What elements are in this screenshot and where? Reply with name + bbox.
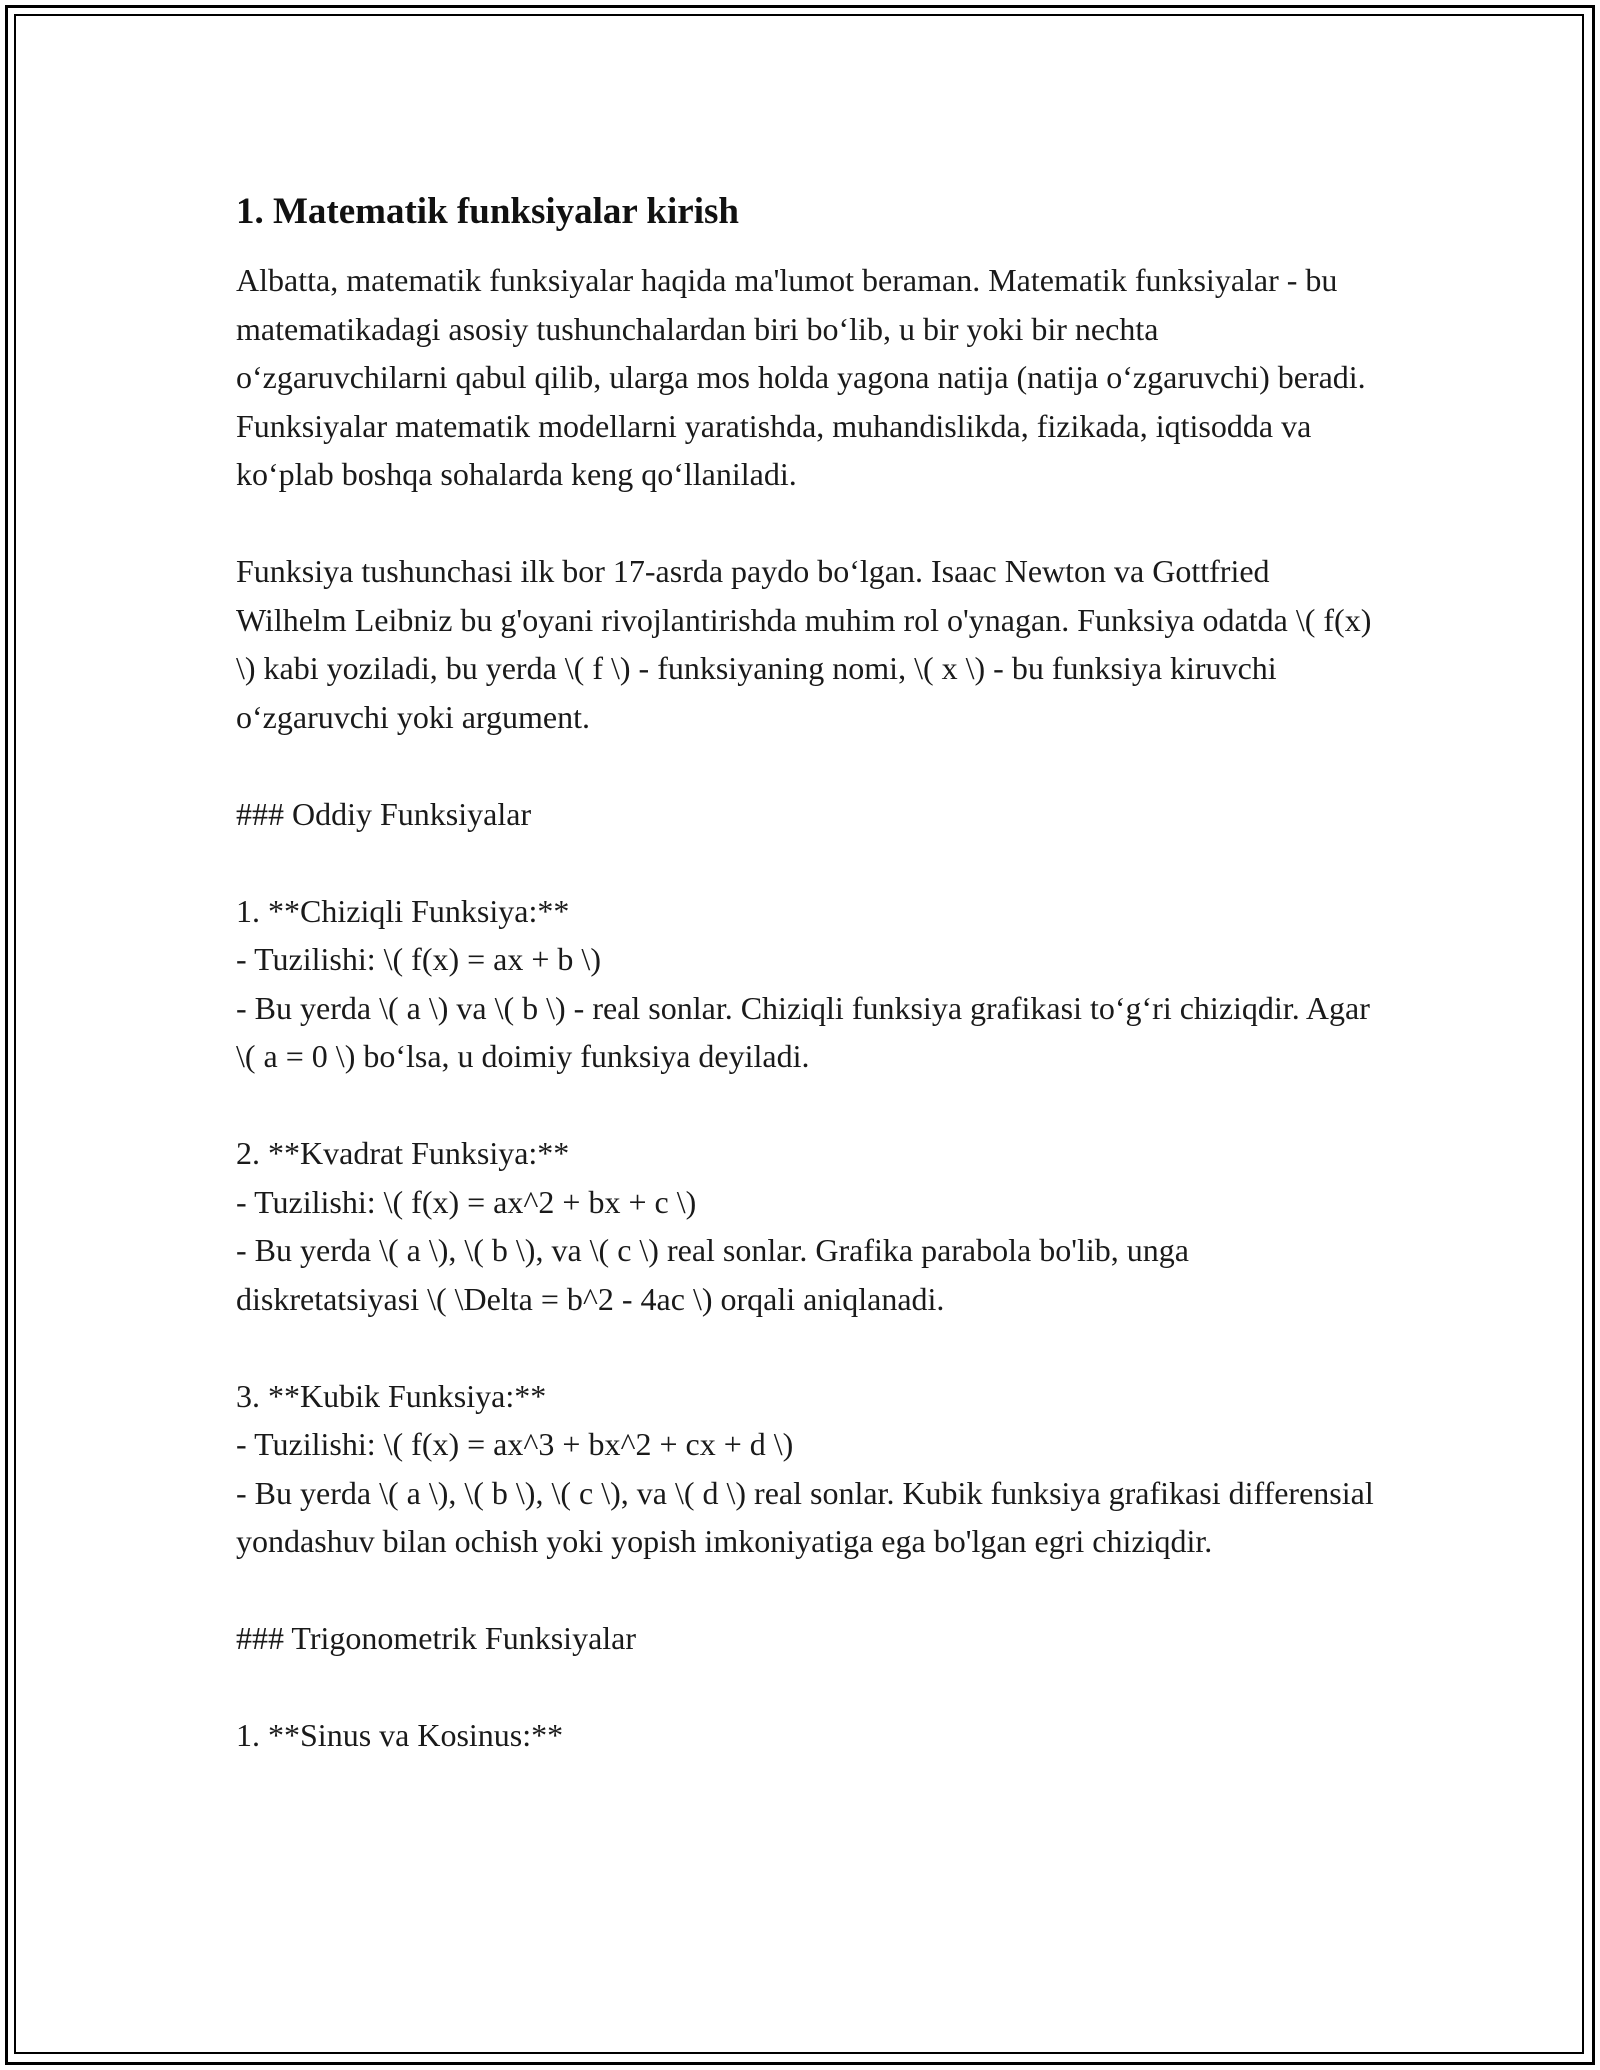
paragraph-spacer	[236, 741, 1376, 790]
paragraph-spacer	[236, 838, 1376, 887]
paragraph-spacer	[236, 1081, 1376, 1130]
document-body	[236, 182, 1376, 1760]
list-item-sine-cosine: 1. **Sinus va Kosinus:**	[236, 1717, 564, 1753]
paragraph-spacer	[236, 1663, 1376, 1712]
list-item-cubic-function: 3. **Kubik Funksiya:** - Tuzilishi: \( f(x) = ax^3 + bx^2 + cx + d \) - Bu yerda \( a \), \( b \), \( c \), va \( d \) real sonlar. Kubik funksiya grafikasi differensial yondashuv bilan ochish yoki yopish imkoniyatiga ega bo'lgan egri chiziqdir.	[236, 1377, 1374, 1559]
list-item-quadratic-function: 2. **Kvadrat Funksiya:** - Tuzilishi: \( f(x) = ax^2 + bx + c \) - Bu yerda \( a \), \( b \), va \( c \) real sonlar. Grafika parabola bo'lib, unga diskretatsiyasi \( \Delta = b^2 - 4ac \) orqali aniqlanadi.	[236, 1135, 1189, 1317]
paragraph-spacer	[236, 1566, 1376, 1615]
intro-paragraph: Albatta, matematik funksiyalar haqida ma'lumot beraman. Matematik funksiyalar - bu matematikadagi asosiy tushunchalardan biri boʻlib, u bir yoki bir nechta oʻzgaruvchilarni qabul qilib, ularga mos holda yagona natija (natija oʻzgaruvchi) beradi. Funksiyalar matematik modellarni yaratishda, muhandislikda, fizikada, iqtisodda va koʻplab boshqa sohalarda keng qoʻllaniladi.	[236, 262, 1366, 492]
subheading-simple-functions: ### Oddiy Funksiyalar	[236, 795, 532, 832]
paragraph-spacer	[236, 1323, 1376, 1372]
subheading-trigonometric-functions: ### Trigonometrik Funksiyalar	[236, 1620, 637, 1656]
history-paragraph: Funksiya tushunchasi ilk bor 17-asrda paydo boʻlgan. Isaac Newton va Gottfried Wilhelm Leibniz bu g'oyani rivojlantirishda muhim rol o'ynagan. Funksiya odatda \( f(x) \) kabi yoziladi, bu yerda \( f \) - funksiyaning nomi, \( x \) - bu funksiya kiruvchi oʻzgaruvchi yoki argument.	[236, 553, 1372, 735]
list-item-linear-function: 1. **Chiziqli Funksiya:** - Tuzilishi: \( f(x) = ax + b \) - Bu yerda \( a \) va \( b \) - real sonlar. Chiziqli funksiya grafikasi toʻgʻri chiziqdir. Agar \( a = 0 \) boʻlsa, u doimiy funksiya deyiladi.	[236, 892, 1370, 1074]
paragraph-spacer	[236, 499, 1376, 548]
section-title: 1. Matematik funksiyalar kirish	[236, 191, 739, 232]
